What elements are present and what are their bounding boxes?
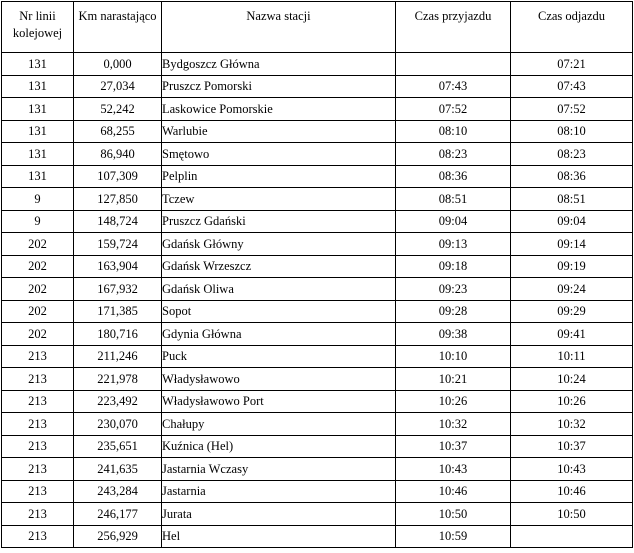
km-cell: 163,904 xyxy=(74,255,162,278)
line-number-cell: 202 xyxy=(2,255,74,278)
line-number-cell: 213 xyxy=(2,480,74,503)
table-header xyxy=(2,2,633,53)
departure-time-cell: 09:19 xyxy=(511,255,633,278)
station-name-cell: Pelplin xyxy=(162,165,396,188)
table-row xyxy=(2,233,633,256)
table-row xyxy=(2,210,633,233)
departure-time-cell: 07:52 xyxy=(511,98,633,121)
arrival-time-cell: 08:10 xyxy=(396,120,511,143)
arrival-time-cell: 10:43 xyxy=(396,458,511,481)
departure-time-cell: 09:24 xyxy=(511,278,633,301)
departure-time-cell: 10:11 xyxy=(511,345,633,368)
station-name-cell: Bydgoszcz Główna xyxy=(162,53,396,76)
line-number-cell: 213 xyxy=(2,503,74,526)
table-row xyxy=(2,390,633,413)
table-row xyxy=(2,345,633,368)
station-name-cell: Gdańsk Oliwa xyxy=(162,278,396,301)
table-row xyxy=(2,368,633,391)
station-name-cell: Pruszcz Gdański xyxy=(162,210,396,233)
station-name-cell: Tczew xyxy=(162,188,396,211)
table-row xyxy=(2,458,633,481)
header-arrival-time: Czas przyjazdu xyxy=(396,2,511,53)
station-name-cell: Chałupy xyxy=(162,413,396,436)
arrival-time-cell: 07:43 xyxy=(396,75,511,98)
line-number-cell: 213 xyxy=(2,458,74,481)
arrival-time-cell: 08:51 xyxy=(396,188,511,211)
km-cell: 148,724 xyxy=(74,210,162,233)
arrival-time-cell: 10:10 xyxy=(396,345,511,368)
departure-time-cell: 10:43 xyxy=(511,458,633,481)
departure-time-cell: 10:50 xyxy=(511,503,633,526)
line-number-cell: 213 xyxy=(2,368,74,391)
line-number-cell: 202 xyxy=(2,233,74,256)
station-name-cell: Kuźnica (Hel) xyxy=(162,435,396,458)
arrival-time-cell: 07:52 xyxy=(396,98,511,121)
arrival-time-cell: 10:46 xyxy=(396,480,511,503)
station-name-cell: Gdynia Główna xyxy=(162,323,396,346)
table-row xyxy=(2,525,633,548)
table-row xyxy=(2,480,633,503)
table-row xyxy=(2,323,633,346)
km-cell: 211,246 xyxy=(74,345,162,368)
arrival-time-cell: 08:23 xyxy=(396,143,511,166)
departure-time-cell: 09:04 xyxy=(511,210,633,233)
km-cell: 235,651 xyxy=(74,435,162,458)
arrival-time-cell xyxy=(396,53,511,76)
line-number-cell: 9 xyxy=(2,188,74,211)
km-cell: 223,492 xyxy=(74,390,162,413)
departure-time-cell: 10:46 xyxy=(511,480,633,503)
table-row xyxy=(2,120,633,143)
arrival-time-cell: 09:13 xyxy=(396,233,511,256)
station-name-cell: Władysławowo xyxy=(162,368,396,391)
arrival-time-cell: 09:28 xyxy=(396,300,511,323)
line-number-cell: 213 xyxy=(2,390,74,413)
header-row xyxy=(2,2,633,53)
line-number-cell: 213 xyxy=(2,525,74,548)
km-cell: 107,309 xyxy=(74,165,162,188)
table-body xyxy=(2,53,633,548)
station-name-cell: Puck xyxy=(162,345,396,368)
table-row xyxy=(2,143,633,166)
arrival-time-cell: 09:18 xyxy=(396,255,511,278)
header-line-number: Nr linii kolejowej xyxy=(2,2,74,53)
station-name-cell: Smętowo xyxy=(162,143,396,166)
line-number-cell: 131 xyxy=(2,98,74,121)
departure-time-cell: 09:41 xyxy=(511,323,633,346)
line-number-cell: 213 xyxy=(2,413,74,436)
station-name-cell: Gdańsk Wrzeszcz xyxy=(162,255,396,278)
header-station-name: Nazwa stacji xyxy=(162,2,396,53)
arrival-time-cell: 10:21 xyxy=(396,368,511,391)
line-number-cell: 213 xyxy=(2,435,74,458)
departure-time-cell xyxy=(511,525,633,548)
km-cell: 256,929 xyxy=(74,525,162,548)
km-cell: 27,034 xyxy=(74,75,162,98)
table-row xyxy=(2,165,633,188)
table-row xyxy=(2,53,633,76)
header-departure-time: Czas odjazdu xyxy=(511,2,633,53)
table-row xyxy=(2,188,633,211)
station-name-cell: Laskowice Pomorskie xyxy=(162,98,396,121)
departure-time-cell: 10:32 xyxy=(511,413,633,436)
km-cell: 167,932 xyxy=(74,278,162,301)
table-row xyxy=(2,75,633,98)
km-cell: 127,850 xyxy=(74,188,162,211)
station-name-cell: Pruszcz Pomorski xyxy=(162,75,396,98)
departure-time-cell: 10:24 xyxy=(511,368,633,391)
departure-time-cell: 09:14 xyxy=(511,233,633,256)
km-cell: 171,385 xyxy=(74,300,162,323)
km-cell: 230,070 xyxy=(74,413,162,436)
station-name-cell: Warlubie xyxy=(162,120,396,143)
km-cell: 243,284 xyxy=(74,480,162,503)
header-km-cumulative: Km narastająco xyxy=(74,2,162,53)
km-cell: 246,177 xyxy=(74,503,162,526)
line-number-cell: 202 xyxy=(2,300,74,323)
line-number-cell: 131 xyxy=(2,53,74,76)
departure-time-cell: 07:21 xyxy=(511,53,633,76)
departure-time-cell: 08:10 xyxy=(511,120,633,143)
line-number-cell: 202 xyxy=(2,278,74,301)
departure-time-cell: 08:51 xyxy=(511,188,633,211)
arrival-time-cell: 08:36 xyxy=(396,165,511,188)
table-row xyxy=(2,413,633,436)
line-number-cell: 131 xyxy=(2,120,74,143)
table-row xyxy=(2,98,633,121)
arrival-time-cell: 10:37 xyxy=(396,435,511,458)
km-cell: 52,242 xyxy=(74,98,162,121)
line-number-cell: 131 xyxy=(2,165,74,188)
arrival-time-cell: 09:23 xyxy=(396,278,511,301)
km-cell: 221,978 xyxy=(74,368,162,391)
km-cell: 68,255 xyxy=(74,120,162,143)
station-name-cell: Hel xyxy=(162,525,396,548)
timetable xyxy=(1,1,633,548)
departure-time-cell: 10:26 xyxy=(511,390,633,413)
arrival-time-cell: 10:50 xyxy=(396,503,511,526)
km-cell: 86,940 xyxy=(74,143,162,166)
arrival-time-cell: 10:59 xyxy=(396,525,511,548)
km-cell: 0,000 xyxy=(74,53,162,76)
km-cell: 159,724 xyxy=(74,233,162,256)
station-name-cell: Jurata xyxy=(162,503,396,526)
table-row xyxy=(2,255,633,278)
table-row xyxy=(2,300,633,323)
station-name-cell: Sopot xyxy=(162,300,396,323)
arrival-time-cell: 09:38 xyxy=(396,323,511,346)
km-cell: 180,716 xyxy=(74,323,162,346)
departure-time-cell: 07:43 xyxy=(511,75,633,98)
line-number-cell: 202 xyxy=(2,323,74,346)
km-cell: 241,635 xyxy=(74,458,162,481)
arrival-time-cell: 09:04 xyxy=(396,210,511,233)
departure-time-cell: 10:37 xyxy=(511,435,633,458)
line-number-cell: 131 xyxy=(2,75,74,98)
station-name-cell: Gdańsk Główny xyxy=(162,233,396,256)
line-number-cell: 131 xyxy=(2,143,74,166)
station-name-cell: Jastarnia Wczasy xyxy=(162,458,396,481)
line-number-cell: 213 xyxy=(2,345,74,368)
station-name-cell: Jastarnia xyxy=(162,480,396,503)
line-number-cell: 9 xyxy=(2,210,74,233)
arrival-time-cell: 10:32 xyxy=(396,413,511,436)
departure-time-cell: 08:23 xyxy=(511,143,633,166)
station-name-cell: Władysławowo Port xyxy=(162,390,396,413)
table-row xyxy=(2,503,633,526)
departure-time-cell: 09:29 xyxy=(511,300,633,323)
arrival-time-cell: 10:26 xyxy=(396,390,511,413)
departure-time-cell: 08:36 xyxy=(511,165,633,188)
table-row xyxy=(2,435,633,458)
table-row xyxy=(2,278,633,301)
